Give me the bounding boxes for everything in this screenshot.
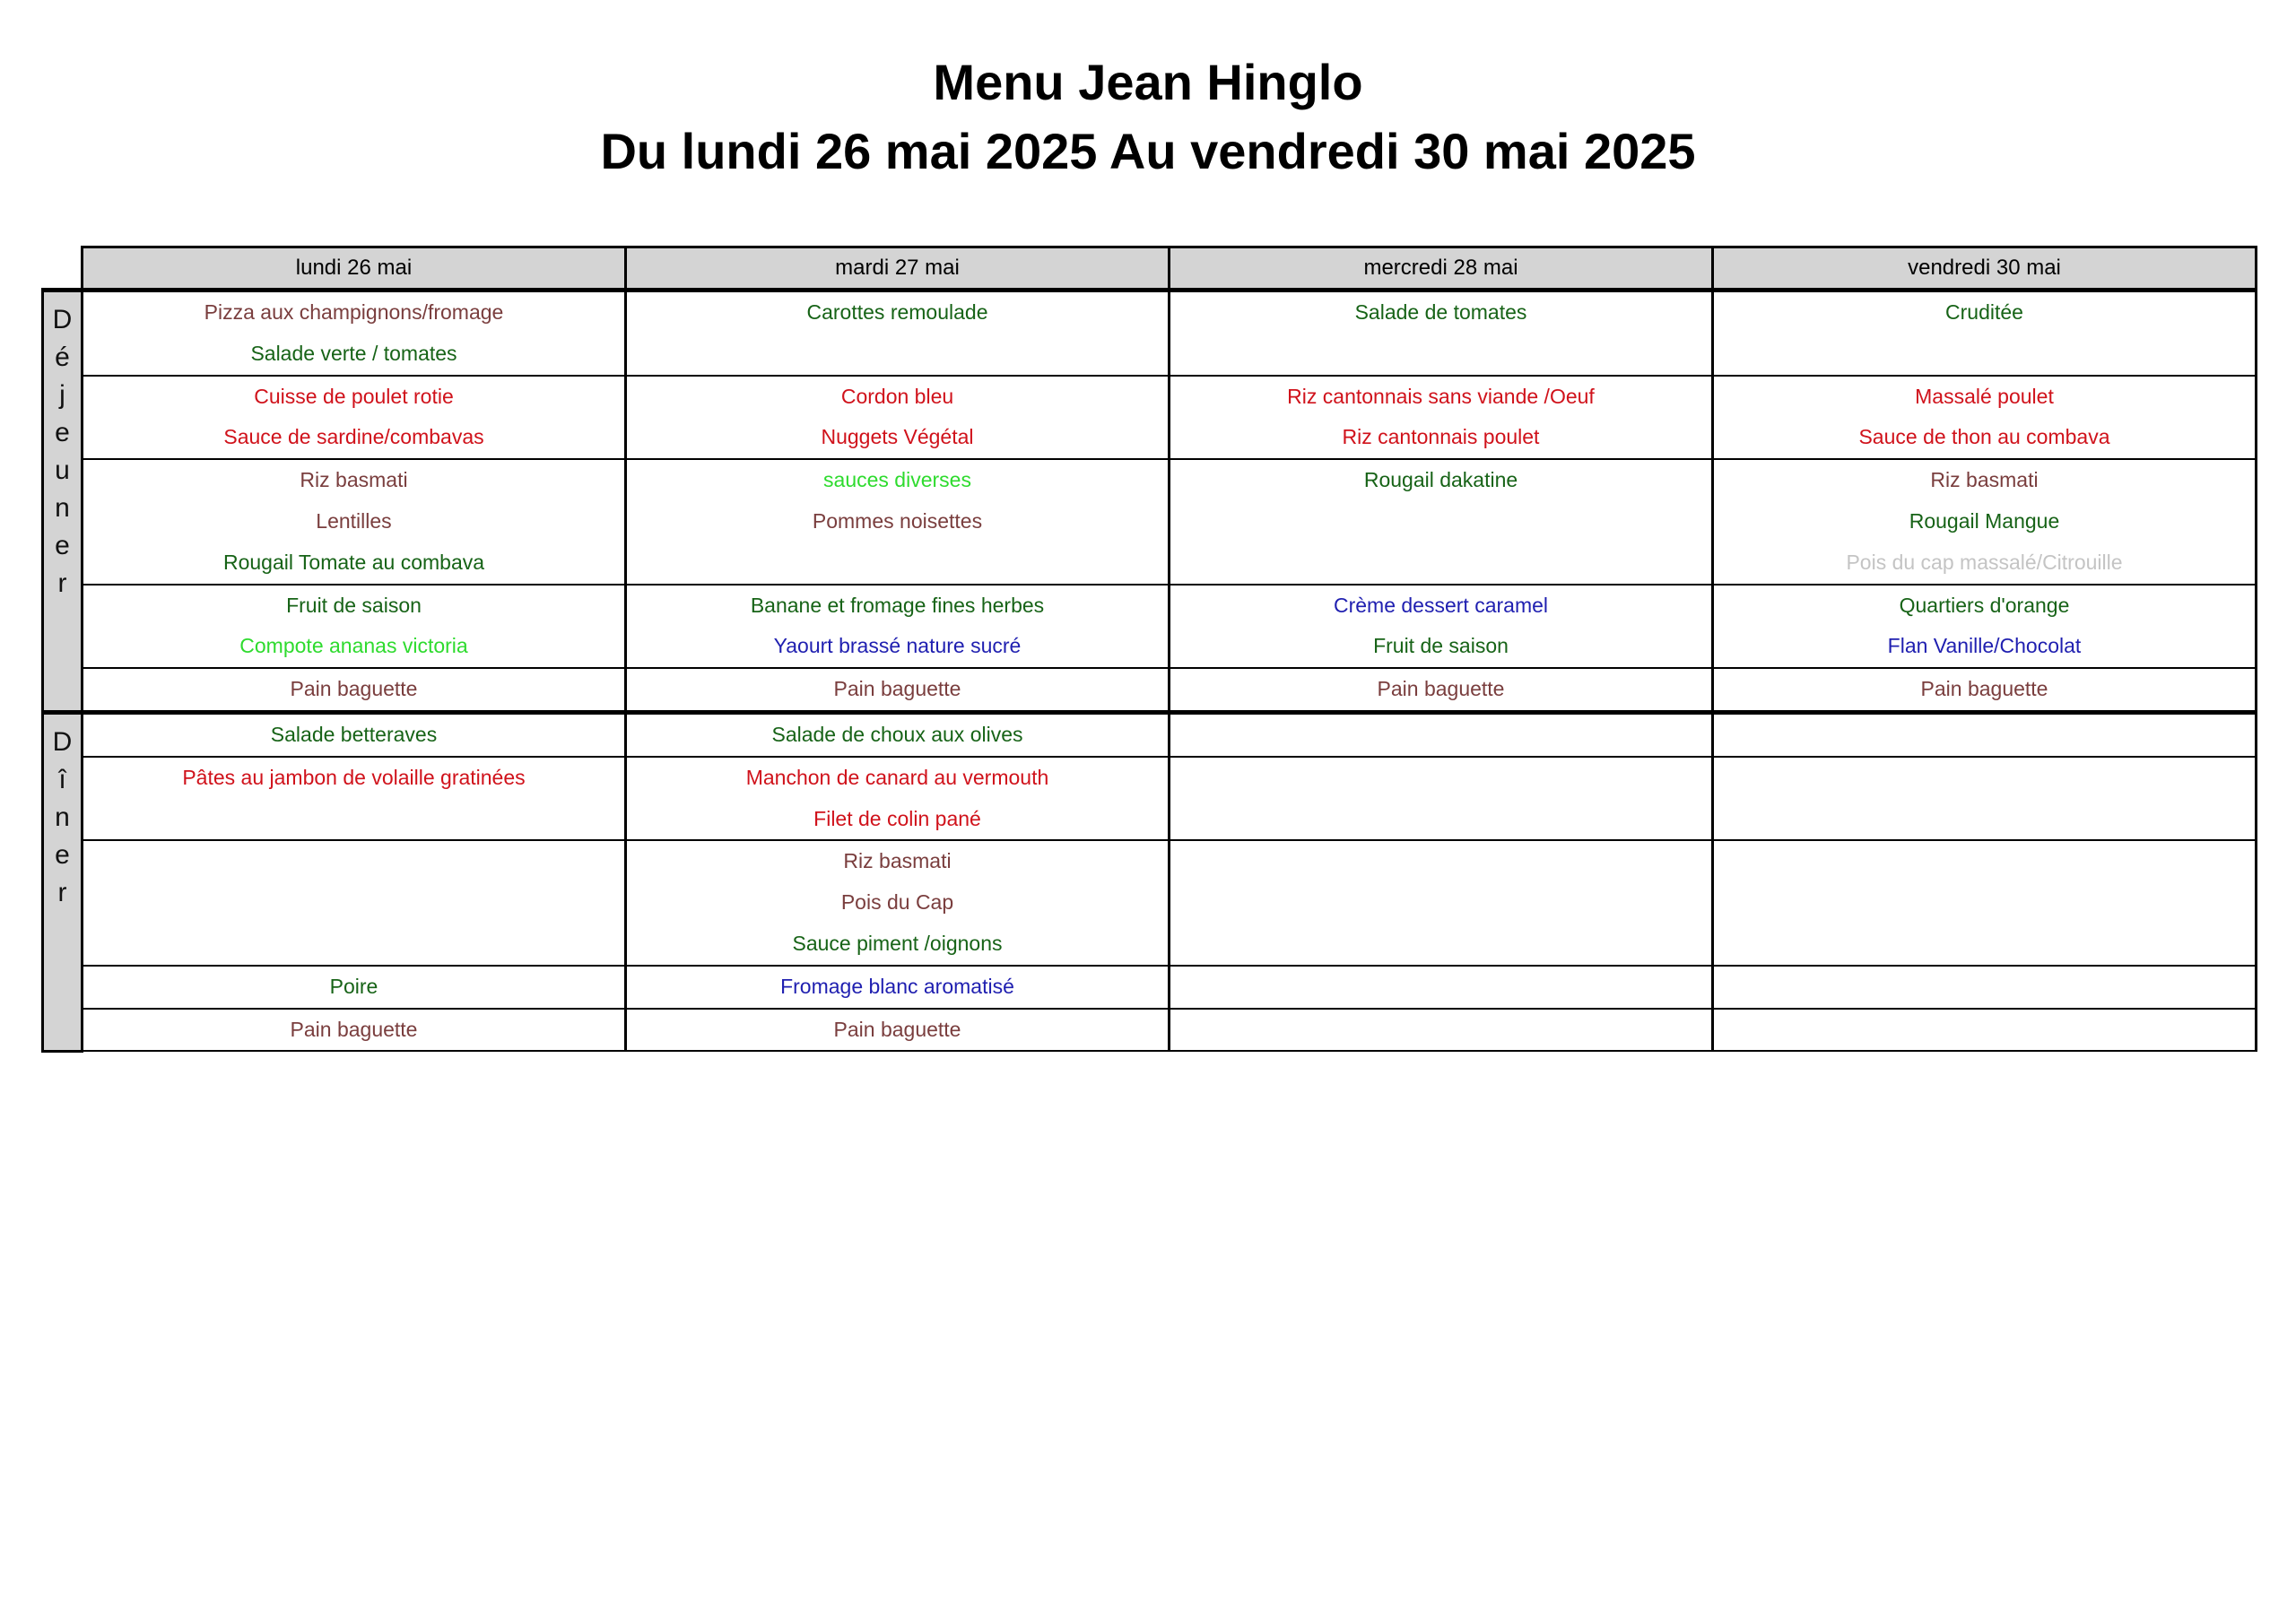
menu-cell <box>1170 291 1713 376</box>
menu-row <box>43 757 2257 841</box>
menu-cell <box>626 840 1170 965</box>
menu-item: Riz cantonnais sans viande /Oeuf <box>1287 384 1595 408</box>
menu-cell <box>1170 376 1713 460</box>
menu-cell <box>1713 585 2257 669</box>
table-corner <box>43 247 83 291</box>
menu-item: Fruit de saison <box>286 593 422 617</box>
menu-item: Sauce de sardine/combavas <box>223 425 484 449</box>
section-label-letter: e <box>55 418 70 447</box>
menu-item: Salade verte / tomates <box>250 341 457 365</box>
section-label-letter: e <box>55 839 70 870</box>
menu-item: Fromage blanc aromatisé <box>780 974 1014 998</box>
menu-cell <box>626 712 1170 756</box>
menu-cell <box>1713 291 2257 376</box>
menu-item: Sauce de thon au combava <box>1858 425 2110 449</box>
day-header: mardi 27 mai <box>626 247 1170 291</box>
day-header-row <box>43 247 2257 291</box>
menu-cell <box>1713 1009 2257 1052</box>
menu-item: Rougail Tomate au combava <box>222 550 485 574</box>
menu-cell <box>83 291 626 376</box>
menu-cell <box>1713 840 2257 965</box>
menu-cell <box>626 757 1170 841</box>
menu-item: Rougail dakatine <box>1363 468 1518 492</box>
menu-item: Salade betteraves <box>270 722 438 746</box>
menu-cell <box>626 376 1170 460</box>
section-label-letter: j <box>59 380 65 410</box>
menu-item: Riz basmati <box>843 849 952 873</box>
menu-cell <box>1170 966 1713 1009</box>
menu-row <box>43 668 2257 712</box>
menu-item: Riz basmati <box>1930 468 2039 492</box>
page-subtitle: Du lundi 26 mai 2025 Au vendredi 30 mai 2025 <box>600 123 1696 179</box>
menu-item: Rougail Mangue <box>1909 508 2060 533</box>
menu-row <box>43 840 2257 965</box>
menu-item: Pois du cap massalé/Citrouille <box>1846 550 2123 574</box>
section-label-letter: u <box>55 455 70 485</box>
menu-item: Pommes noisettes <box>812 508 983 533</box>
menu-item: Pain baguette <box>1920 677 2048 701</box>
menu-item: Flan Vanille/Chocolat <box>1887 634 2082 658</box>
menu-row <box>43 291 2257 376</box>
menu-cell <box>1170 459 1713 584</box>
menu-cell <box>1170 712 1713 756</box>
menu-item: Cordon bleu <box>840 384 954 408</box>
menu-item: Pain baguette <box>290 677 418 701</box>
menu-item: Yaourt brassé nature sucré <box>773 634 1022 658</box>
menu-item: Pain baguette <box>1377 677 1505 701</box>
day-header: lundi 26 mai <box>83 247 626 291</box>
menu-cell <box>1170 585 1713 669</box>
menu-item: Cuisse de poulet rotie <box>254 384 454 408</box>
menu-item: Sauce piment /oignons <box>792 931 1003 955</box>
menu-item: Lentilles <box>316 508 392 533</box>
page-title: Menu Jean Hinglo <box>933 54 1363 110</box>
menu-cell <box>83 966 626 1009</box>
menu-cell <box>83 668 626 712</box>
section-label-letter: n <box>55 493 70 523</box>
menu-item: Compote ananas victoria <box>239 634 468 658</box>
section-diner-label <box>43 712 83 1051</box>
menu-cell <box>83 376 626 460</box>
menu-cell <box>83 712 626 756</box>
menu-cell <box>1713 376 2257 460</box>
section-dejeuner-label <box>43 291 83 713</box>
menu-item: Cruditée <box>1945 300 2023 324</box>
menu-item: Pâtes au jambon de volaille gratinées <box>182 765 526 789</box>
menu-row <box>43 1009 2257 1052</box>
menu-item: Banane et fromage fines herbes <box>750 593 1045 617</box>
section-label-letter: r <box>57 877 67 907</box>
menu-cell <box>1713 757 2257 841</box>
menu-cell <box>626 668 1170 712</box>
menu-item: sauces diverses <box>823 468 971 492</box>
menu-cell <box>83 1009 626 1052</box>
menu-cell <box>1713 668 2257 712</box>
menu-cell <box>83 840 626 965</box>
menu-item: Filet de colin pané <box>813 806 981 830</box>
menu-cell <box>1713 966 2257 1009</box>
menu-cell <box>83 757 626 841</box>
section-label-letter: n <box>55 802 70 832</box>
menu-item: Riz cantonnais poulet <box>1342 425 1540 449</box>
menu-cell <box>626 966 1170 1009</box>
menu-row <box>43 712 2257 756</box>
menu-cell <box>83 585 626 669</box>
menu-item: Crème dessert caramel <box>1333 593 1549 617</box>
section-label-letter: D <box>52 726 73 757</box>
menu-item: Nuggets Végétal <box>821 425 974 449</box>
menu-cell <box>1713 459 2257 584</box>
menu-item: Salade de choux aux olives <box>771 722 1023 746</box>
menu-item: Quartiers d'orange <box>1899 593 2070 617</box>
menu-cell <box>1713 712 2257 756</box>
menu-cell <box>626 291 1170 376</box>
menu-item: Pain baguette <box>833 1017 961 1041</box>
menu-item: Pain baguette <box>290 1017 418 1041</box>
section-label-letter: î <box>58 764 66 794</box>
menu-row <box>43 966 2257 1009</box>
menu-item: Carottes remoulade <box>806 300 988 324</box>
menu-cell <box>626 1009 1170 1052</box>
menu-item: Pois du Cap <box>840 890 954 915</box>
menu-item: Poire <box>329 974 378 998</box>
day-header: mercredi 28 mai <box>1170 247 1713 291</box>
menu-row <box>43 459 2257 584</box>
menu-cell <box>1170 757 1713 841</box>
section-label-letter: D <box>52 305 73 334</box>
menu-item: Fruit de saison <box>1373 634 1509 658</box>
menu-cell <box>626 459 1170 584</box>
menu-table <box>41 246 2257 1053</box>
menu-cell <box>1170 840 1713 965</box>
section-label-letter: é <box>55 343 70 372</box>
menu-item: Salade de tomates <box>1354 300 1527 324</box>
section-label-letter: r <box>57 568 67 598</box>
menu-cell <box>83 459 626 584</box>
day-header: vendredi 30 mai <box>1713 247 2257 291</box>
menu-item: Massalé poulet <box>1915 384 2054 408</box>
menu-item: Manchon de canard au vermouth <box>745 765 1049 789</box>
section-label-letter: e <box>55 531 70 560</box>
menu-cell <box>626 585 1170 669</box>
menu-cell <box>1170 668 1713 712</box>
menu-item: Riz basmati <box>300 468 408 492</box>
menu-item: Pain baguette <box>833 677 961 701</box>
menu-row <box>43 376 2257 460</box>
menu-cell <box>1170 1009 1713 1052</box>
menu-item: Pizza aux champignons/fromage <box>204 300 504 324</box>
menu-row <box>43 585 2257 669</box>
